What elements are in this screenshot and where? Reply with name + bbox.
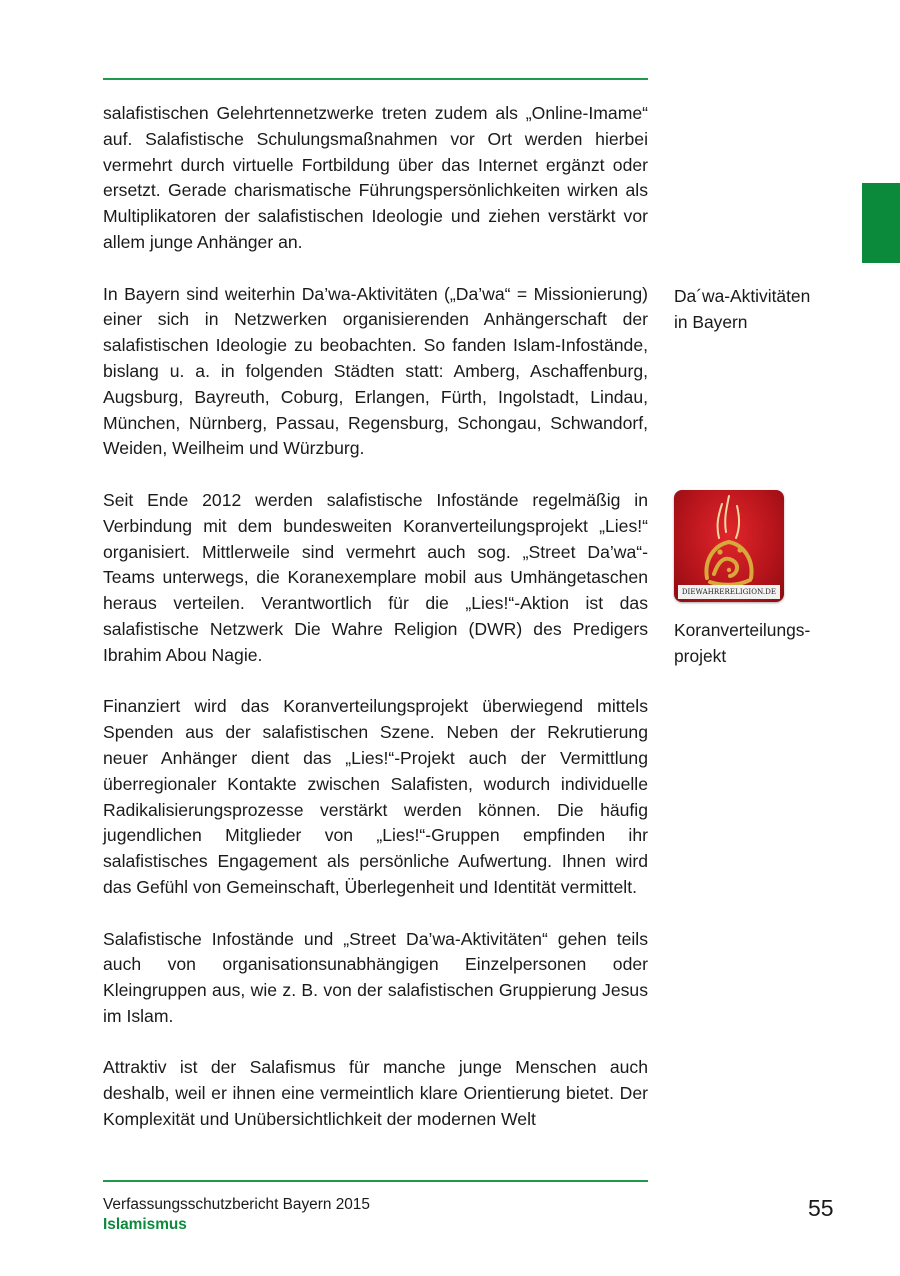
footer-rule — [103, 1180, 648, 1182]
paragraph-5: Salafistische Infostände und „Street Da’wa-Aktivitäten“ gehen teils auch von organisationsunabhängigen Einzelpersonen oder Kleingruppen aus, wie z. B. von der salafistischen Gruppierung Jesus im Islam. — [103, 928, 648, 1026]
footer-title: Verfassungsschutzbericht Bayern 2015 — [103, 1196, 370, 1213]
header-rule — [103, 78, 648, 80]
paragraph-4: Finanziert wird das Koranverteilungsprojekt überwiegend mittels Spenden aus der salafistischen Szene. Neben der Rekrutierung neuer Anhänger dient das „Lies!“-Projekt auch der Vermittlung überregionaler Kontakte zwischen Salafisten, wodurch individuelle Radikalisierungsprozesse verstärkt werden können. Die häufig jugendlichen Mitglieder von „Lies!“-Gruppen empfinden ihr salafistisches Engagement als persönliche Aufwertung. Ihnen wird das Gefühl von Gemeinschaft, Überlegenheit und Identität vermittelt. — [103, 696, 648, 897]
sidenote-dawa-line-1: Da´wa-Aktivitäten — [674, 286, 811, 306]
page-number: 55 — [808, 1195, 834, 1221]
footer-section: Islamismus — [103, 1216, 187, 1233]
paragraph-1: salafistischen Gelehrtennetzwerke treten zudem als „Online-Imame“ auf. Salafistische Schulungsmaßnahmen vor Ort werden hierbei vermehrt durch virtuelle Fortbildung über das Internet ergänzt oder ersetzt. Gerade charismatische Führungspersönlichkeiten wirken als Multiplikatoren der salafistischen Ideologie und ziehen verstärkt vor allem junge Anhänger an. — [103, 103, 648, 252]
sidenote-dawa-line-2: in Bayern — [674, 312, 748, 332]
diewahrereligion-logo — [674, 490, 784, 602]
paragraph-2: In Bayern sind weiterhin Da’wa-Aktivitäten („Da’wa“ = Missionierung) einer sich in Netzwerken organisierenden Anhängerschaft der salafistischen Ideologie zu beobachten. So fanden Islam-Infostände, bislang u. a. in folgenden Städten statt: Amberg, Aschaffenburg, Augsburg, Bayreuth, Coburg, Erlangen, Fürth, Ingolstadt, Lindau, München, Nürnberg, Passau, Regensburg, Schongau, Schwandorf, Weiden, Weilheim und Würzburg. — [103, 283, 648, 459]
sidenote-koran — [674, 617, 874, 669]
paragraph-3: Seit Ende 2012 werden salafistische Infostände regelmäßig in Verbindung mit dem bundesweiten Koranverteilungsprojekt „Lies!“ organisiert. Mittlerweile sind vermehrt auch sog. „Street Da’wa“-Teams unterwegs, die Koranexemplare mobil aus Umhängetaschen heraus verteilen. Verantwortlich für die „Lies!“-Aktion ist das salafistische Netzwerk Die Wahre Religion (DWR) des Predigers Ibrahim Abou Nagie. — [103, 489, 648, 665]
logo-caption: DIEWAHRERELIGION.DE — [678, 585, 780, 599]
chapter-tab-marker — [862, 183, 900, 263]
main-text-column — [103, 101, 648, 1159]
sidenote-koran-line-1: Koranverteilungs- — [674, 620, 811, 640]
sidenote-dawa — [674, 283, 874, 335]
sidenote-koran-line-2: projekt — [674, 646, 727, 666]
paragraph-6: Attraktiv ist der Salafismus für manche junge Menschen auch deshalb, weil er ihnen eine vermeintlich klare Orientierung bietet. Der Komplexität und Unübersichtlichkeit der modernen Welt — [103, 1057, 648, 1130]
